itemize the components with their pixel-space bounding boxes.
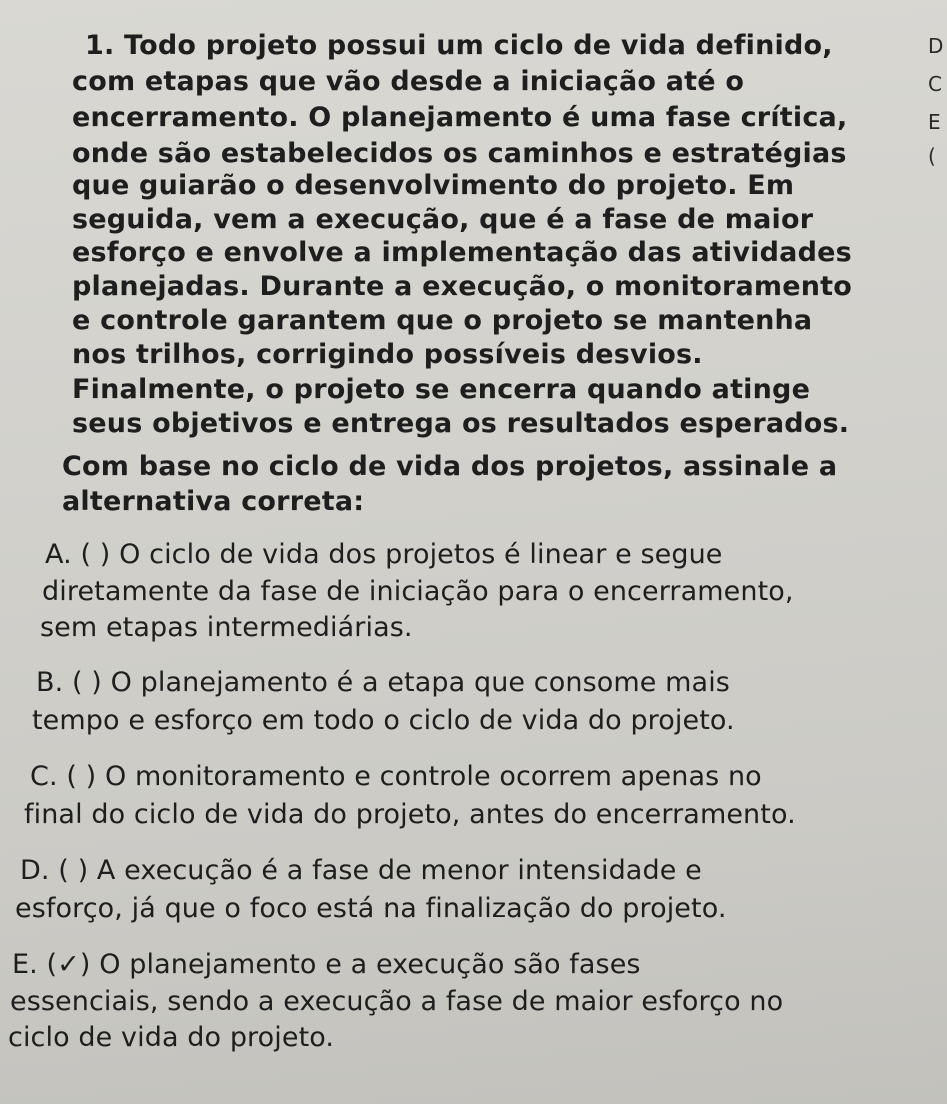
instruction-line: alternativa correta: [62, 486, 365, 517]
question-line: seus objetivos e entrega os resultados esperados. [72, 408, 850, 439]
edge-letter: D [928, 34, 944, 58]
question-line: encerramento. O planejamento é uma fase crítica, [72, 102, 848, 133]
option-b-line: B. ( ) O planejamento é a etapa que consome mais [36, 667, 730, 698]
option-e-text: ) O planejamento e a execução são fases [79, 949, 641, 980]
question-line: nos trilhos, corrigindo possíveis desvios. [72, 339, 703, 370]
option-c-line: final do ciclo de vida do projeto, antes do encerramento. [24, 799, 796, 830]
edge-letter: E [928, 110, 941, 134]
option-e-line [12, 951, 641, 978]
question-line: e controle garantem que o projeto se mantenha [72, 305, 813, 336]
question-line: esforço e envolve a implementação das atividades [72, 237, 852, 268]
option-b-line: tempo e esforço em todo o ciclo de vida do projeto. [32, 705, 735, 736]
question-line: seguida, vem a execução, que é a fase de maior [72, 204, 814, 235]
option-d-line: D. ( ) A execução é a fase de menor intensidade e [20, 855, 702, 886]
instruction-line: Com base no ciclo de vida dos projetos, assinale a [62, 451, 838, 482]
question-line: com etapas que vão desde a iniciação até o [72, 66, 745, 97]
edge-letter: C [928, 72, 942, 96]
option-e-line: essenciais, sendo a execução a fase de maior esforço no [10, 986, 784, 1017]
question-line: onde são estabelecidos os caminhos e estratégias [72, 138, 847, 169]
option-a-line: sem etapas intermediárias. [40, 612, 413, 643]
option-c-line: C. ( ) O monitoramento e controle ocorrem apenas no [30, 761, 762, 792]
question-line: que guiarão o desenvolvimento do projeto. Em [72, 170, 795, 201]
option-e-line: ciclo de vida do projeto. [8, 1022, 335, 1053]
checkmark-icon: ✓ [57, 949, 80, 980]
option-e-prefix: E. ( [12, 949, 58, 980]
option-a-line: diretamente da fase de iniciação para o encerramento, [42, 576, 794, 607]
question-line: Finalmente, o projeto se encerra quando atinge [72, 374, 811, 405]
question-line: 1. Todo projeto possui um ciclo de vida definido, [85, 30, 833, 61]
question-line: planejadas. Durante a execução, o monitoramento [72, 271, 853, 302]
option-a-line: A. ( ) O ciclo de vida dos projetos é linear e segue [45, 539, 723, 570]
edge-letter: ( [928, 144, 936, 168]
option-d-line: esforço, já que o foco está na finalização do projeto. [15, 893, 727, 924]
